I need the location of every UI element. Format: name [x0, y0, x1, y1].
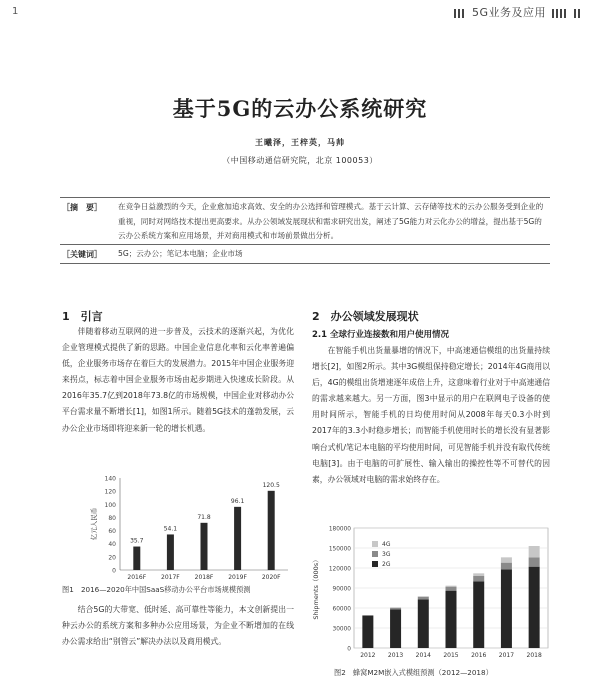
- fig2-legend-swatch: [372, 561, 378, 567]
- fig1-y-tick-label: 80: [108, 514, 116, 522]
- fig1-x-tick-label: 2020F: [261, 574, 281, 581]
- figure2-caption: 图2 蜂窝M2M嵌入式模组预测（2012—2018）: [334, 668, 493, 677]
- fig1-data-label: 54.1: [163, 525, 178, 533]
- fig1-bar: [234, 507, 241, 570]
- fig2-bar-2G: [529, 567, 540, 648]
- fig2-y-tick-label: 150000: [328, 546, 351, 553]
- fig1-data-label: 71.8: [197, 513, 211, 521]
- keywords-text: 5G；云办公；笔记本电脑；企业市场: [118, 249, 243, 258]
- fig2-y-tick-label: 120000: [328, 566, 351, 573]
- fig2-bar-2G: [418, 599, 429, 648]
- fig2-bar-4G: [473, 573, 484, 576]
- section1-heading: 1 引言: [62, 310, 103, 323]
- fig2-bar-4G: [529, 546, 540, 557]
- section1-para2-text: 结合5G的大带宽、低时延、高可靠性等能力，本文创新提出一种云办公的系统方案和多种办公应用场景，为企业不断增加的在线办公需求给出“别管云”解决办法以及商用模式。: [62, 605, 294, 647]
- fig1-y-tick-label: 60: [108, 528, 116, 536]
- fig1-x-tick-label: 2016F: [127, 574, 147, 581]
- fig2-y-tick-label: 90000: [332, 586, 351, 593]
- paper-title: 基于5G的云办公系统研究: [172, 96, 428, 121]
- fig2-legend-label: 4G: [382, 541, 391, 548]
- fig1-y-tick-label: 20: [108, 554, 116, 562]
- section-tag-label: 5G业务及应用: [471, 6, 546, 19]
- fig2-y-tick-label: 0: [347, 646, 351, 653]
- section2-1-heading: 2.1 全球行业连接数和用户使用情况: [312, 330, 450, 340]
- fig2-legend-label: 2G: [382, 561, 391, 568]
- fig1-y-tick-label: 40: [108, 541, 116, 549]
- fig1-y-tick-label: 140: [104, 475, 116, 483]
- fig1-bar: [201, 523, 208, 570]
- fig2-bar-4G: [501, 557, 512, 562]
- section1-para1-text: 伴随着移动互联网的进一步普及，云技术的逐渐兴起，为优化企业管理模式提供了新的思路。中国企业信息化率和云化率普遍偏低，企业服务市场存在着巨大的发展潜力。2015年中国企业服务迎来拐点，标志着中国企业服务市场由起步期进入快速成长阶段。从2016年35.7亿到2018年73.8亿的市场规模，中国企业对移动办公平台需求量不断增长[1]，如图1所示。随着5G技术的蓬勃发展，云办公企业市场即将迎来新一轮的增长机遇。: [62, 327, 294, 433]
- fig2-legend-swatch: [372, 551, 378, 557]
- fig1-bar: [167, 534, 174, 570]
- fig2-x-tick-label: 2018: [526, 652, 542, 659]
- fig2-bar-3G: [473, 576, 484, 581]
- fig2-bar-2G: [390, 609, 401, 648]
- fig2-bar-2G: [446, 591, 457, 648]
- section2-para-text: 在智能手机出货量暴增的情况下，中高速通信模组的出货量持续增长[2]，如图2所示。其中3G模组保持稳定增长；2014年4G商用以后，4G的模组出货增速逐年成倍上升，这意味着行业对于中高速通信的需求越来越大。另一方面，图3中显示的用户在联网电子设备的使用时间所示，智能手机的日均使用时间从2008年每天0.3小时到2017年的3.3小时稳步增长；而智能手机使用时长的增长没有显著影响台式机/笔记本电脑的平均使用时间，可见智能手机并没有取代传统电脑[3]。由于电脑的可扩展性、输入输出的操控性等不可替代的因素，办公领域对电脑的需求始终存在。: [312, 346, 550, 484]
- fig2-x-tick-label: 2013: [387, 652, 404, 659]
- fig1-y-tick-label: 100: [104, 501, 116, 509]
- fig2-bar-3G: [418, 597, 429, 600]
- fig1-data-label: 120.5: [262, 481, 280, 489]
- fig1-x-tick-label: 2019F: [228, 574, 247, 581]
- fig2-x-tick-label: 2017: [498, 652, 515, 659]
- figure2-chart: [312, 520, 552, 670]
- fig2-y-tick-label: 60000: [332, 606, 351, 613]
- fig2-x-tick-label: 2015: [443, 652, 459, 659]
- fig2-x-tick-label: 2016: [471, 652, 487, 659]
- section-tag: [454, 4, 586, 20]
- bars-left-icon: [454, 9, 468, 18]
- fig2-bar-2G: [473, 581, 484, 648]
- fig1-data-label: 96.1: [230, 497, 245, 505]
- fig1-data-label: 35.7: [130, 537, 144, 545]
- fig2-bar-3G: [446, 587, 457, 591]
- page-number: 1: [12, 6, 19, 17]
- fig2-bar-3G: [529, 557, 540, 566]
- abstract-text: 在竞争日益激烈的今天，企业愈加追求高效、安全的办公选择和管理模式。基于云计算、云存储等技术的云办公服务受到企业的重视，同时对网络技术提出更高要求。从办公领域发展现状和需求研究出发，阐述了5G能力对云化办公的增益，提出基于5G的云办公系统方案和应用场景，并对商用模式和市场前景做出分析。: [118, 202, 544, 240]
- fig2-bar-2G: [362, 616, 373, 648]
- fig1-y-tick-label: 0: [112, 567, 116, 575]
- fig1-bar: [268, 491, 275, 570]
- bars-right-icon: [550, 9, 586, 18]
- fig2-x-tick-label: 2012: [360, 652, 376, 659]
- section1-para1: [62, 324, 294, 437]
- fig2-bar-3G: [501, 563, 512, 570]
- figure1-chart: [62, 470, 294, 586]
- section2-heading: 2 办公领域发展现状: [312, 310, 419, 323]
- fig1-bar: [133, 547, 140, 570]
- abstract-bottom-rule: [60, 263, 550, 264]
- fig1-y-axis-label: 亿元人民币: [90, 507, 98, 541]
- fig2-y-tick-label: 180000: [328, 526, 351, 533]
- fig1-x-tick-label: 2017F: [161, 574, 180, 581]
- fig2-y-axis-label: Shipments（000s）: [312, 556, 320, 620]
- section2-para: [312, 343, 550, 488]
- fig2-x-tick-label: 2014: [415, 652, 431, 659]
- fig2-y-tick-label: 30000: [332, 626, 351, 633]
- fig2-bar-4G: [446, 586, 457, 587]
- section1-para2: [62, 602, 294, 650]
- fig1-y-tick-label: 120: [104, 488, 116, 496]
- fig2-legend-swatch: [372, 541, 378, 547]
- abstract-top-rule: [60, 197, 550, 198]
- fig2-legend-label: 3G: [382, 551, 391, 558]
- fig2-bar-3G: [362, 615, 373, 616]
- fig2-bar-3G: [390, 608, 401, 610]
- figure1-caption: 图1 2016—2020年中国SaaS移动办公平台市场规模预测: [62, 585, 251, 594]
- abstract-label: ［摘 要］: [62, 203, 102, 212]
- keywords-label: ［关键词］: [62, 250, 102, 259]
- abstract-mid-rule: [60, 244, 550, 245]
- fig1-x-tick-label: 2018F: [194, 574, 214, 581]
- affiliation: （中国移动通信研究院，北京 100053）: [222, 156, 378, 165]
- authors: 王曦泽，王梓英，马帅: [255, 138, 345, 147]
- fig2-bar-2G: [501, 569, 512, 648]
